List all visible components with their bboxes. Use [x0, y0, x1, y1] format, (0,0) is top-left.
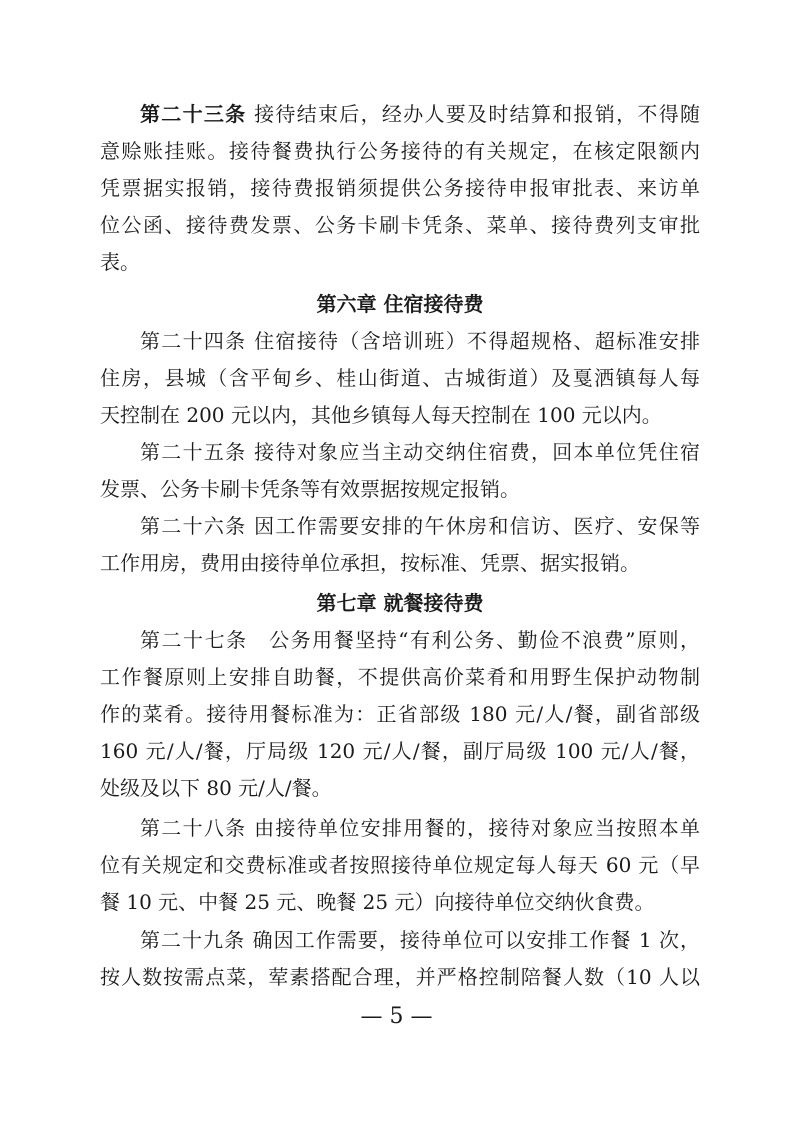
paragraph-line: 处级及以下 80 元/人/餐。 [100, 776, 332, 800]
paragraph-line: 按人数按需点菜，荤素搭配合理，并严格控制陪餐人数（10 人以 [100, 965, 700, 989]
paragraph-line: 160 元/人/餐，厅局级 120 元/人/餐，副厅局级 100 元/人/餐， [100, 739, 700, 763]
article-29 [100, 922, 700, 996]
paragraph-line: 第二十三条 接待结束后，经办人要及时结算和报销，不得随 [140, 102, 701, 126]
paragraph-line: 工作用房，费用由接待单位承担，按标准、凭票、据实报销。 [100, 551, 640, 575]
paragraph-line: 工作餐原则上安排自助餐，不提供高价菜肴和用野生保护动物制 [100, 665, 700, 689]
article-26 [100, 508, 700, 582]
article-24 [100, 323, 700, 434]
paragraph-line: 住房，县城（含平甸乡、桂山街道、古城街道）及戛洒镇每人每 [100, 366, 700, 390]
paragraph-line: 第二十九条 确因工作需要，接待单位可以安排工作餐 1 次， [140, 928, 700, 952]
paragraph-line: 表。 [100, 250, 140, 274]
paragraph-line: 意赊账挂账。接待餐费执行公务接待的有关规定，在核定限额内 [100, 139, 700, 163]
article-25 [100, 434, 700, 508]
paragraph-line: 第二十六条 因工作需要安排的午休房和信访、医疗、安保等 [140, 514, 700, 538]
paragraph-line: 天控制在 200 元以内，其他乡镇每人每天控制在 100 元以内。 [100, 403, 662, 427]
page-number: — 5 — [360, 1004, 433, 1029]
article-27 [100, 622, 700, 807]
paragraph-line: 餐 10 元、中餐 25 元、晚餐 25 元）向接待单位交纳伙食费。 [100, 890, 655, 914]
paragraph-line: 第二十八条 由接待单位安排用餐的，接待对象应当按照本单 [140, 816, 700, 840]
paragraph-line: 第二十五条 接待对象应当主动交纳住宿费，回本单位凭住宿 [140, 440, 700, 464]
chapter-heading: 第七章 就餐接待费 [316, 591, 484, 615]
paragraph-line: 作的菜肴。接待用餐标准为：正省部级 180 元/人/餐，副省部级 [100, 702, 700, 726]
article-23 [100, 96, 700, 281]
article-28 [100, 810, 700, 921]
paragraph-line: 凭票据实报销，接待费报销须提供公务接待申报审批表、来访单 [100, 176, 700, 200]
paragraph-line: 位有关规定和交费标准或者按照接待单位规定每人每天 60 元（早 [100, 853, 700, 877]
paragraph-line: 位公函、接待费发票、公务卡刷卡凭条、菜单、接待费列支审批 [100, 213, 700, 237]
paragraph-line: 第二十七条 公务用餐坚持“有利公务、勤俭不浪费”原则， [140, 628, 700, 652]
paragraph-line: 发票、公务卡刷卡凭条等有效票据按规定报销。 [100, 477, 520, 501]
chapter-heading: 第六章 住宿接待费 [316, 292, 484, 316]
paragraph-line: 第二十四条 住宿接待（含培训班）不得超规格、超标准安排 [140, 329, 700, 353]
article-label: 第二十三条 [140, 102, 247, 126]
